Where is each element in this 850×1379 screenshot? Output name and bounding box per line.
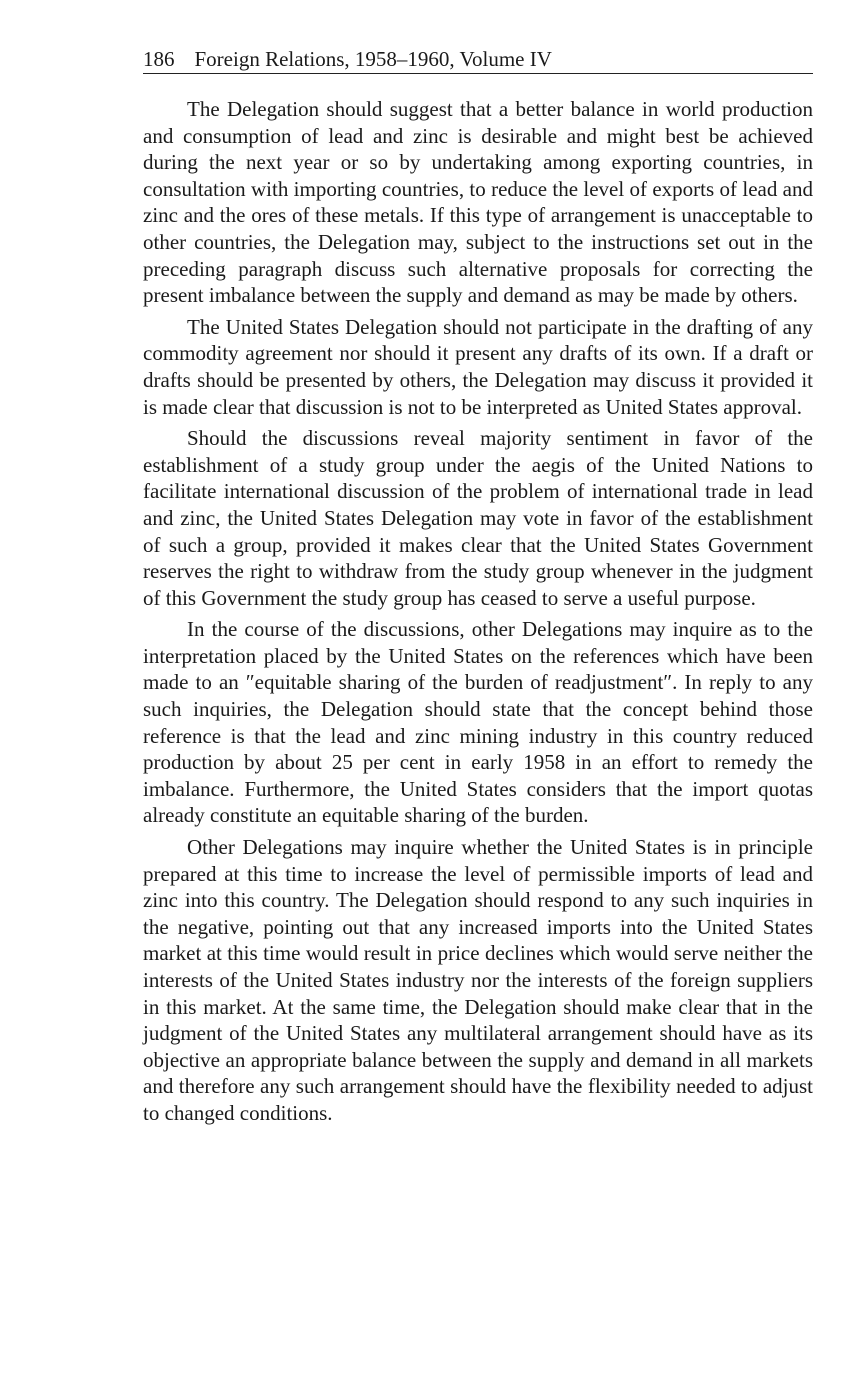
paragraph: Other Delegations may inquire whether the United States is in principle prepared at this time to increase the level of permissible imports of lead and zinc into this country. The Delegation should respond to any such inquiries in the negative, pointing out that any increased imports into the United States market at this time would result in price declines which would serve neither the interests of the United States industry nor the interests of the foreign suppliers in this market. At the same time, the Delegation should make clear that in the judgment of the United States any multilateral arrangement should have as its objective an appropriate balance between the supply and demand in all markets and therefore any such arrangement should have the flexibility needed to adjust to changed conditions. — [143, 835, 813, 1125]
paragraph: Should the discussions reveal majority sentiment in favor of the establishment of a study group under the aegis of the United Nations to facilitate international discussion of the problem of international trade in lead and zinc, the United States Delegation may vote in favor of the establishment of such a group, provided it makes clear that the United States Government reserves the right to withdraw from the study group whenever in the judgment of this Government the study group has ceased to serve a useful purpose. — [143, 426, 813, 610]
page-number: 186 — [143, 47, 175, 71]
body-text — [143, 96, 813, 1127]
running-header — [143, 46, 813, 74]
document-page — [143, 46, 813, 1132]
paragraph: The Delegation should suggest that a better balance in world production and consumption of lead and zinc is desirable and might best be achieved during the next year or so by undertaking among exporting countries, in consultation with importing countries, to reduce the level of exports of lead and zinc and the ores of these metals. If this type of arrangement is unacceptable to other countries, the Delegation may, subject to the instructions set out in the preceding paragraph discuss such alternative proposals for correcting the present imbalance between the supply and demand as may be made by others. — [143, 97, 813, 308]
running-title: Foreign Relations, 1958–1960, Volume IV — [194, 47, 552, 71]
paragraph: The United States Delegation should not participate in the drafting of any commodity agreement nor should it present any drafts of its own. If a draft or drafts should be presented by others, the Delegation may discuss it provided it is made clear that discussion is not to be interpreted as United States approval. — [143, 314, 813, 419]
paragraph: In the course of the discussions, other Delegations may inquire as to the interpretation placed by the United States on the references which have been made to an ″equitable sharing of the burden of readjustment″. In reply to any such inquiries, the Delegation should state that the concept behind those reference is that the lead and zinc mining industry in this country reduced production by about 25 per cent in early 1958 in an effort to remedy the imbalance. Furthermore, the United States considers that the import quotas already constitute an equitable sharing of the burden. — [143, 617, 813, 828]
